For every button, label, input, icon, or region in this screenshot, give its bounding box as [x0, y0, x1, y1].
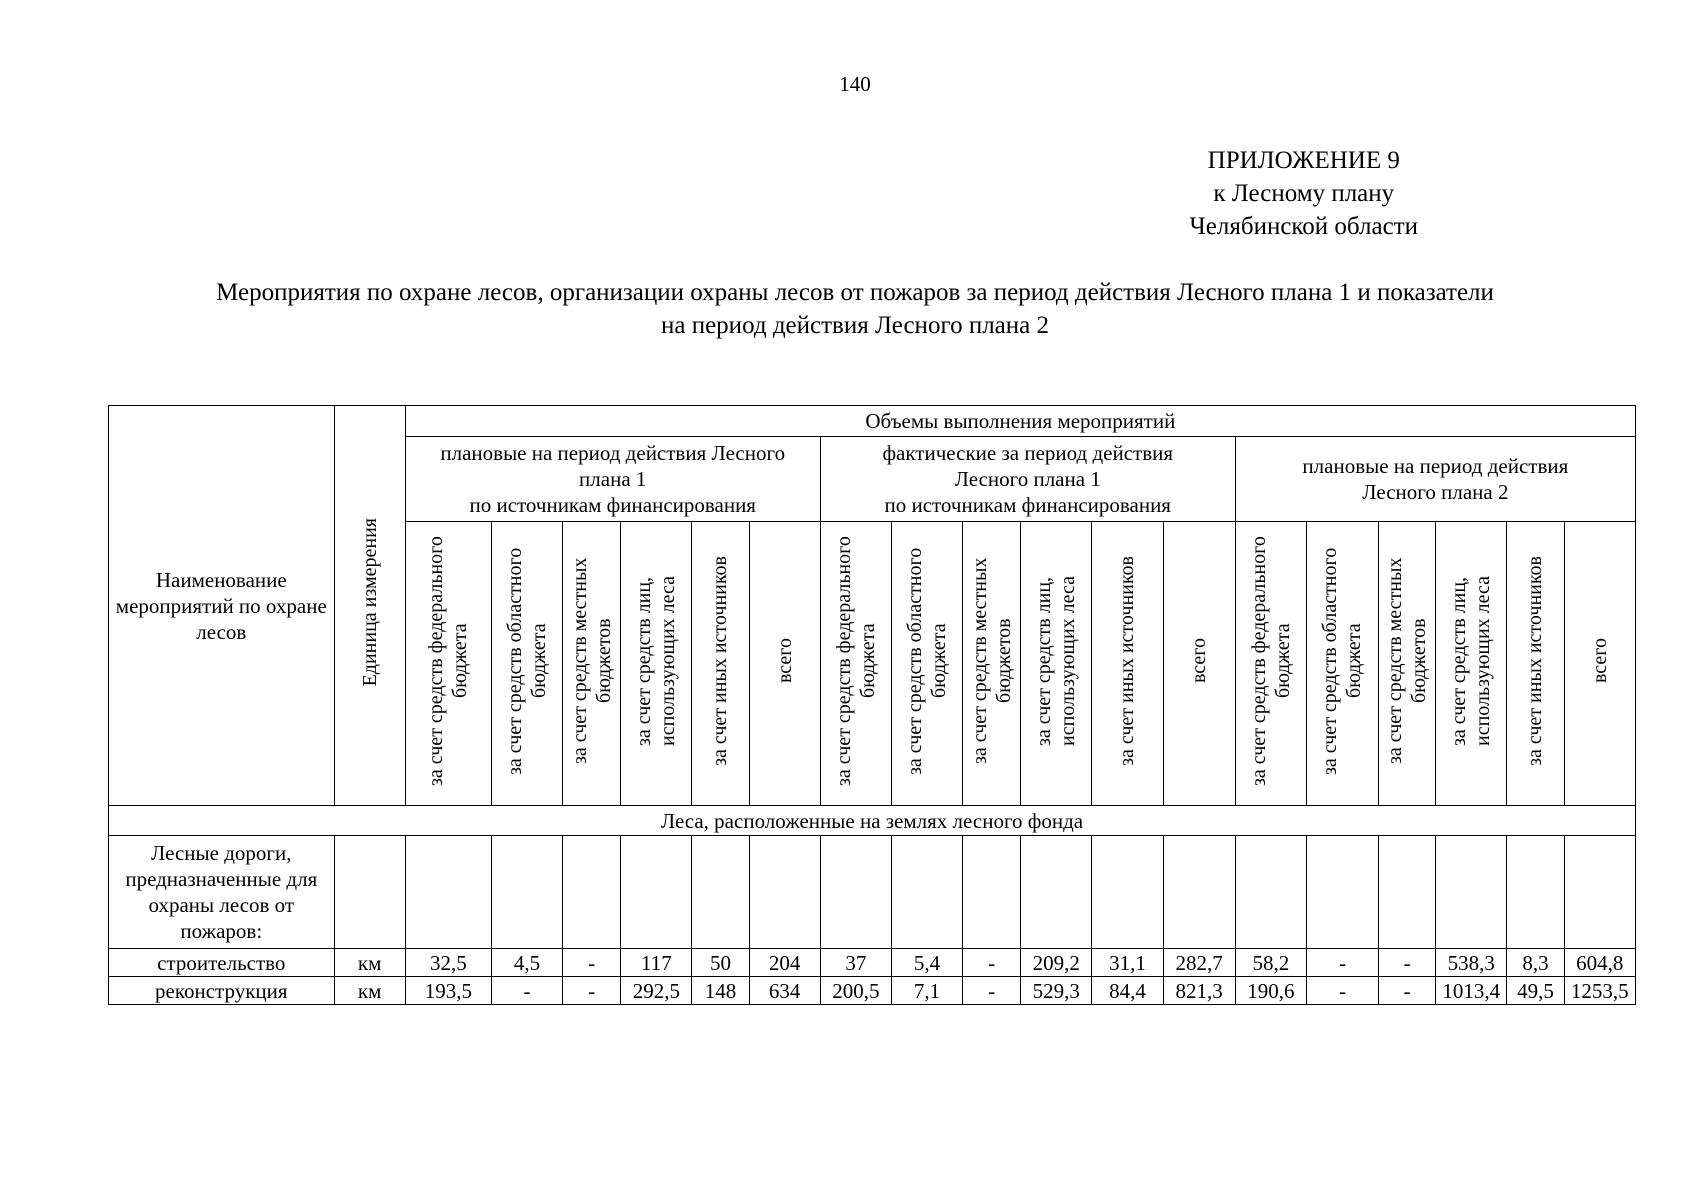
- subcol-label: за счет средств федерального бюджета: [832, 535, 879, 786]
- subcol-label: за счет средств лиц, использующих леса: [1448, 575, 1495, 746]
- subcol-label: за счет иных источников: [709, 555, 732, 766]
- subcol-other: [1507, 522, 1564, 806]
- measures-table: [108, 405, 1636, 1005]
- header-unit-column: [334, 406, 405, 806]
- subcol-federal: [405, 522, 491, 806]
- table-cell: 292,5: [621, 977, 692, 1005]
- empty-cell: [405, 836, 491, 949]
- table-cell: 32,5: [405, 949, 491, 977]
- header-group-planned-plan1: [405, 437, 820, 522]
- subcol-other: [692, 522, 749, 806]
- table-cell: -: [1306, 977, 1378, 1005]
- table-cell: -: [963, 949, 1021, 977]
- table-cell: 7,1: [891, 977, 962, 1005]
- empty-cell: [491, 836, 562, 949]
- header-unit-label: Единица измерения: [358, 518, 381, 687]
- subcol-label: всего: [1188, 637, 1211, 684]
- subcol-regional: [891, 522, 962, 806]
- group3-line-2: Лесного плана 2: [1362, 480, 1509, 504]
- table-cell: 1253,5: [1564, 977, 1635, 1005]
- appendix-line-1: ПРИЛОЖЕНИЕ 9: [1207, 147, 1400, 174]
- title-line-2: на период действия Лесного плана 2: [660, 312, 1049, 339]
- section-title: Леса, расположенные на землях лесного фонда: [109, 806, 1636, 836]
- table-cell: 1013,4: [1436, 977, 1507, 1005]
- subcol-label: за счет средств областного бюджета: [504, 546, 551, 775]
- group3-line-1: плановые на период действия: [1302, 454, 1569, 478]
- page-number: 140: [839, 72, 871, 96]
- appendix-line-3: Челябинской области: [1189, 213, 1418, 240]
- table-cell: -: [563, 977, 621, 1005]
- subcol-forest-users: [1021, 522, 1092, 806]
- subcol-label: за счет средств местных бюджетов: [1384, 557, 1431, 764]
- table-cell: -: [491, 977, 562, 1005]
- appendix-heading: [1190, 144, 1418, 243]
- table-cell: 4,5: [491, 949, 562, 977]
- empty-cell: [621, 836, 692, 949]
- subcol-label: за счет средств лиц, использующих леса: [633, 575, 680, 746]
- row-name: строительство: [109, 949, 335, 977]
- subcol-regional: [1306, 522, 1378, 806]
- subcol-total: [749, 522, 820, 806]
- subcol-label: всего: [773, 637, 796, 684]
- table-cell: -: [1379, 949, 1436, 977]
- table-cell: -: [1306, 949, 1378, 977]
- empty-cell: [1163, 836, 1235, 949]
- group1-line-2: плана 1: [579, 467, 647, 491]
- table-cell: 209,2: [1021, 949, 1092, 977]
- table-cell: 148: [692, 977, 749, 1005]
- empty-cell: [1507, 836, 1564, 949]
- subcol-local: [963, 522, 1021, 806]
- subcol-total: [1163, 522, 1235, 806]
- empty-cell: [891, 836, 962, 949]
- group1-line-3: по источникам финансирования: [469, 493, 756, 517]
- table-cell: 8,3: [1507, 949, 1564, 977]
- table-cell: -: [963, 977, 1021, 1005]
- subcol-federal: [820, 522, 891, 806]
- subcol-label: за счет иных источников: [1116, 555, 1139, 766]
- header-group-planned-plan2: [1235, 437, 1635, 522]
- subcol-label: за счет средств федерального бюджета: [425, 535, 472, 786]
- table-cell: 604,8: [1564, 949, 1635, 977]
- table-cell: 5,4: [891, 949, 962, 977]
- header-name-column: Наименование мероприятий по охране лесов: [109, 406, 335, 806]
- subcol-label: за счет средств местных бюджетов: [568, 557, 615, 764]
- subcol-label: за счет средств федерального бюджета: [1247, 535, 1294, 786]
- subcol-local: [1379, 522, 1436, 806]
- table-cell: 117: [621, 949, 692, 977]
- row-name: реконструкция: [109, 977, 335, 1005]
- table-cell: 84,4: [1092, 977, 1163, 1005]
- subcol-forest-users: [621, 522, 692, 806]
- group2-line-1: фактические за период действия: [882, 441, 1174, 465]
- table-cell: 204: [749, 949, 820, 977]
- subcol-label: за счет средств местных бюджетов: [968, 557, 1015, 764]
- group2-line-2: Лесного плана 1: [954, 467, 1101, 491]
- table-row: [109, 949, 1636, 977]
- row-unit: км: [334, 977, 405, 1005]
- table-cell: 190,6: [1235, 977, 1306, 1005]
- empty-cell: [749, 836, 820, 949]
- subcol-label: за счет средств областного бюджета: [903, 546, 950, 775]
- subcol-label: за счет иных источников: [1524, 555, 1547, 766]
- empty-cell: [1092, 836, 1163, 949]
- subcol-regional: [491, 522, 562, 806]
- table-row: [109, 977, 1636, 1005]
- empty-cell: [1306, 836, 1378, 949]
- header-row-volumes: [109, 406, 1636, 437]
- appendix-line-2: к Лесному плану: [1213, 180, 1395, 207]
- document-title: [100, 276, 1610, 342]
- empty-cell: [820, 836, 891, 949]
- subcol-forest-users: [1436, 522, 1507, 806]
- row-unit: км: [334, 949, 405, 977]
- subcol-federal: [1235, 522, 1306, 806]
- table-cell: 529,3: [1021, 977, 1092, 1005]
- category-row: [109, 836, 1636, 949]
- table-cell: 821,3: [1163, 977, 1235, 1005]
- table-cell: -: [563, 949, 621, 977]
- category-title: Лесные дороги, предназначенные для охраны лесов от пожаров:: [109, 836, 335, 949]
- table-cell: 200,5: [820, 977, 891, 1005]
- subcol-local: [563, 522, 621, 806]
- subcol-label: за счет средств областного бюджета: [1319, 546, 1366, 775]
- empty-cell: [334, 836, 405, 949]
- subcol-other: [1092, 522, 1163, 806]
- empty-cell: [692, 836, 749, 949]
- section-row: [109, 806, 1636, 836]
- table-cell: 58,2: [1235, 949, 1306, 977]
- table-cell: 193,5: [405, 977, 491, 1005]
- subcol-total: [1564, 522, 1635, 806]
- header-group-actual-plan1: [820, 437, 1235, 522]
- table-cell: 282,7: [1163, 949, 1235, 977]
- title-line-1: Мероприятия по охране лесов, организации охраны лесов от пожаров за период действия Лесного плана 1 и показатели: [216, 279, 1494, 306]
- table-cell: 37: [820, 949, 891, 977]
- group1-line-1: плановые на период действия Лесного: [440, 441, 786, 465]
- table-cell: 538,3: [1436, 949, 1507, 977]
- table-cell: -: [1379, 977, 1436, 1005]
- group2-line-3: по источникам финансирования: [884, 493, 1171, 517]
- table-cell: 50: [692, 949, 749, 977]
- empty-cell: [1436, 836, 1507, 949]
- empty-cell: [1021, 836, 1092, 949]
- table-cell: 31,1: [1092, 949, 1163, 977]
- table-cell: 49,5: [1507, 977, 1564, 1005]
- subcol-label: за счет средств лиц, использующих леса: [1033, 575, 1080, 746]
- subcol-label: всего: [1588, 637, 1611, 684]
- header-volumes: Объемы выполнения мероприятий: [405, 406, 1635, 437]
- empty-cell: [1379, 836, 1436, 949]
- table-cell: 634: [749, 977, 820, 1005]
- empty-cell: [563, 836, 621, 949]
- empty-cell: [1564, 836, 1635, 949]
- empty-cell: [963, 836, 1021, 949]
- empty-cell: [1235, 836, 1306, 949]
